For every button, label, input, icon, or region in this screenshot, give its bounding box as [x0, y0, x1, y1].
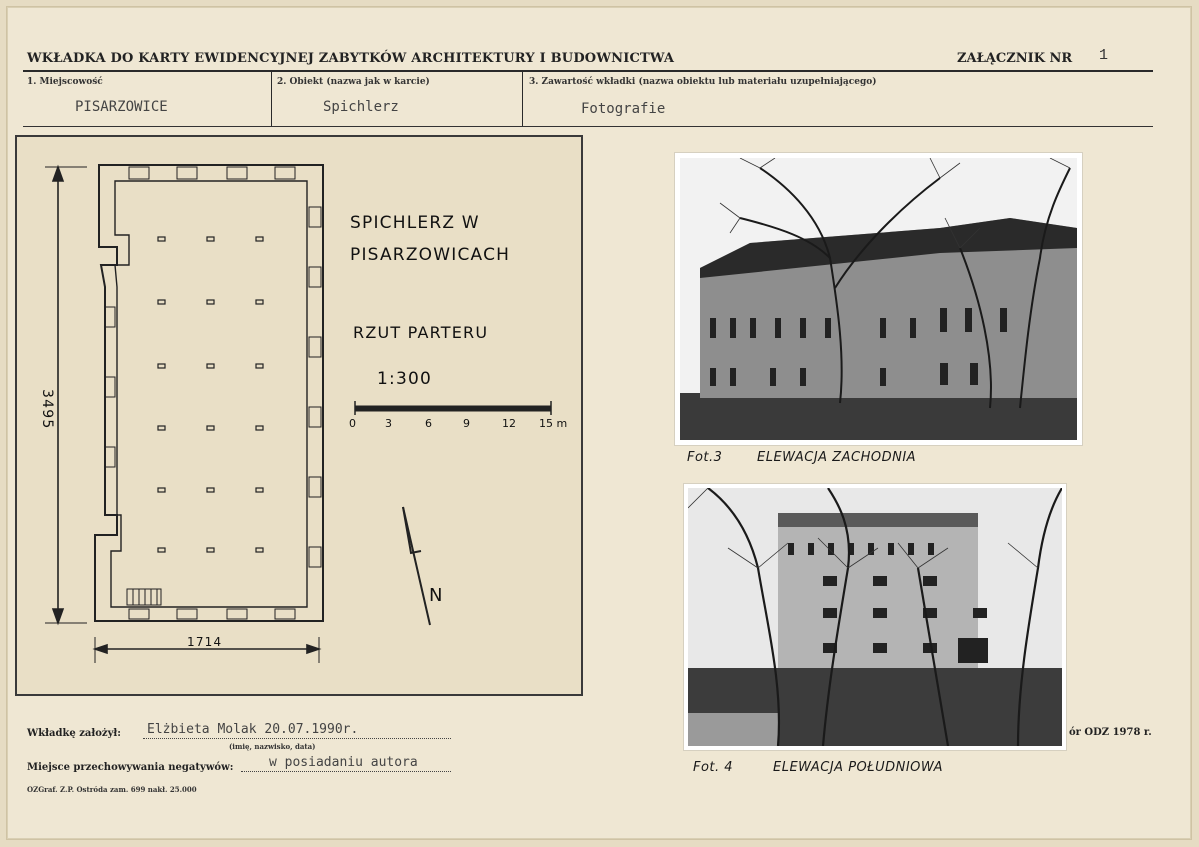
scale-tick-12: 12	[502, 417, 516, 430]
field-label-contents: 3. Zawartość wkładki (nazwa obiektu lub materiału uzupełniającego)	[529, 77, 877, 87]
field-label-object: 2. Obiekt (nazwa jak w karcie)	[277, 77, 430, 87]
north-label: N	[429, 585, 444, 606]
field-value-contents: Fotografie	[581, 101, 666, 117]
dimension-height-label: 3495	[39, 389, 55, 430]
plan-scale: 1:300	[377, 369, 432, 389]
scale-tick-6: 6	[425, 417, 432, 430]
photo-south-elevation	[683, 483, 1067, 751]
fields-rule	[23, 126, 1153, 127]
photo-south-caption-num: Fot. 4	[693, 760, 734, 775]
annex-number: 1	[1099, 47, 1109, 64]
author-label: Wkładkę założył:	[27, 728, 121, 739]
record-sheet	[6, 6, 1192, 840]
field-divider	[522, 71, 523, 126]
photo-west-elevation-image	[680, 158, 1077, 440]
field-divider	[271, 71, 272, 126]
plan-title-line1: SPICHLERZ W	[350, 213, 480, 233]
floor-plan-drawing	[17, 137, 581, 694]
photo-west-caption-num: Fot.3	[687, 450, 723, 465]
author-underline	[143, 738, 451, 739]
scale-tick-3: 3	[385, 417, 392, 430]
form-reference: ór ODZ 1978 r.	[1069, 727, 1152, 738]
storage-value: w posiadaniu autora	[269, 755, 418, 770]
author-hint: (imię, nazwisko, data)	[229, 742, 316, 751]
photo-west-caption-text: ELEWACJA ZACHODNIA	[757, 450, 917, 465]
field-value-object: Spichlerz	[323, 99, 399, 115]
storage-label: Miejsce przechowywania negatywów:	[27, 762, 234, 773]
sheet-title: WKŁADKA DO KARTY EWIDENCYJNEJ ZABYTKÓW ARCHITEKTURY I BUDOWNICTWA	[27, 51, 675, 66]
plan-subtitle: RZUT PARTERU	[353, 323, 489, 342]
photo-west-elevation	[674, 152, 1083, 446]
dimension-width-label: 1714	[187, 635, 223, 649]
photo-south-caption-text: ELEWACJA POŁUDNIOWA	[773, 760, 944, 775]
author-value: Elżbieta Molak 20.07.1990r.	[147, 722, 359, 737]
plan-title-line2: PISARZOWICACH	[350, 245, 511, 265]
scale-tick-9: 9	[463, 417, 470, 430]
scale-tick-15: 15 m	[539, 417, 568, 430]
field-label-locality: 1. Miejscowość	[27, 77, 103, 87]
printer-note: OZGraf. Z.P. Ostróda zam. 699 nakł. 25.000	[27, 785, 197, 794]
annex-label: ZAŁĄCZNIK NR	[957, 51, 1073, 66]
photo-south-elevation-image	[688, 488, 1062, 746]
field-value-locality: PISARZOWICE	[75, 99, 168, 115]
floor-plan-panel	[15, 135, 583, 696]
storage-underline	[241, 771, 451, 772]
header-rule	[23, 70, 1153, 72]
scale-tick-0: 0	[349, 417, 356, 430]
